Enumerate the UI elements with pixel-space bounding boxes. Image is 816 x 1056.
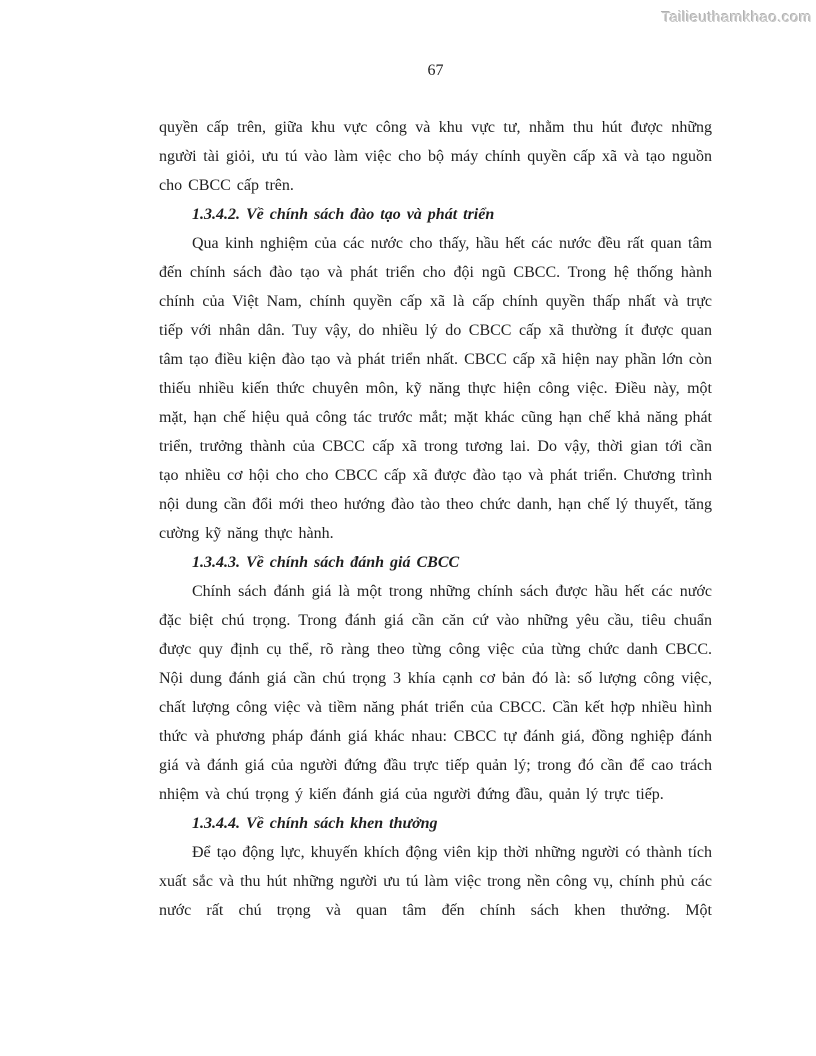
section-heading: 1.3.4.2. Về chính sách đào tạo và phát triển <box>192 206 495 223</box>
section-heading: 1.3.4.4. Về chính sách khen thưởng <box>192 815 438 832</box>
body-paragraph: Chính sách đánh giá là một trong những chính sách được hầu hết các nước đặc biệt chú trọng. Trong đánh giá cần căn cứ vào những yêu cầu, tiêu chuẩn được quy định cụ thể, rõ ràng theo từng công việc của từng chức danh CBCC. Nội dung đánh giá cần chú trọng 3 khía cạnh cơ bản đó là: số lượng công việc, chất lượng công việc và tiềm năng phát triển của CBCC. Cần kết hợp nhiều hình thức và phương pháp đánh giá khác nhau: CBCC tự đánh giá, đồng nghiệp đánh giá và đánh giá của người đứng đầu trực tiếp quản lý; trong đó cần để cao trách nhiệm và chú trọng ý kiến đánh giá của người đứng đầu, quản lý trực tiếp. <box>159 583 712 803</box>
body-paragraph: Qua kinh nghiệm của các nước cho thấy, hầu hết các nước đều rất quan tâm đến chính sách đào tạo và phát triển cho đội ngũ CBCC. Trong hệ thống hành chính của Việt Nam, chính quyền cấp xã là cấp chính quyền thấp nhất và trực tiếp với nhân dân. Tuy vậy, do nhiều lý do CBCC cấp xã thường ít được quan tâm tạo điều kiện đào tạo và phát triển nhất. CBCC cấp xã hiện nay phần lớn còn thiếu nhiều kiến thức chuyên môn, kỹ năng thực hiện công việc. Điều này, một mặt, hạn chế hiệu quả công tác trước mắt; mặt khác cũng hạn chế khả năng phát triển, trưởng thành của CBCC cấp xã trong tương lai. Do vậy, thời gian tới cần tạo nhiều cơ hội cho cho CBCC cấp xã được đào tạo và phát triển. Chương trình nội dung cần đổi mới theo hướng đào tào theo chức danh, hạn chế lý thuyết, tăng cường kỹ năng thực hành. <box>159 235 712 542</box>
page-content <box>159 113 712 925</box>
watermark-text: Tailieuthamkhao.com <box>661 9 812 26</box>
body-paragraph: quyền cấp trên, giữa khu vực công và khu vực tư, nhằm thu hút được những người tài giỏi, ưu tú vào làm việc cho bộ máy chính quyền cấp xã và tạo nguồn cho CBCC cấp trên. <box>159 119 712 194</box>
section-heading: 1.3.4.3. Về chính sách đánh giá CBCC <box>192 554 460 571</box>
page-number: 67 <box>427 62 444 79</box>
body-paragraph: Để tạo động lực, khuyến khích động viên kịp thời những người có thành tích xuất sắc và thu hút những người ưu tú làm việc trong nền công vụ, chính phủ các nước rất chú trọng và quan tâm đến chính sách khen thưởng. Một <box>159 844 712 919</box>
